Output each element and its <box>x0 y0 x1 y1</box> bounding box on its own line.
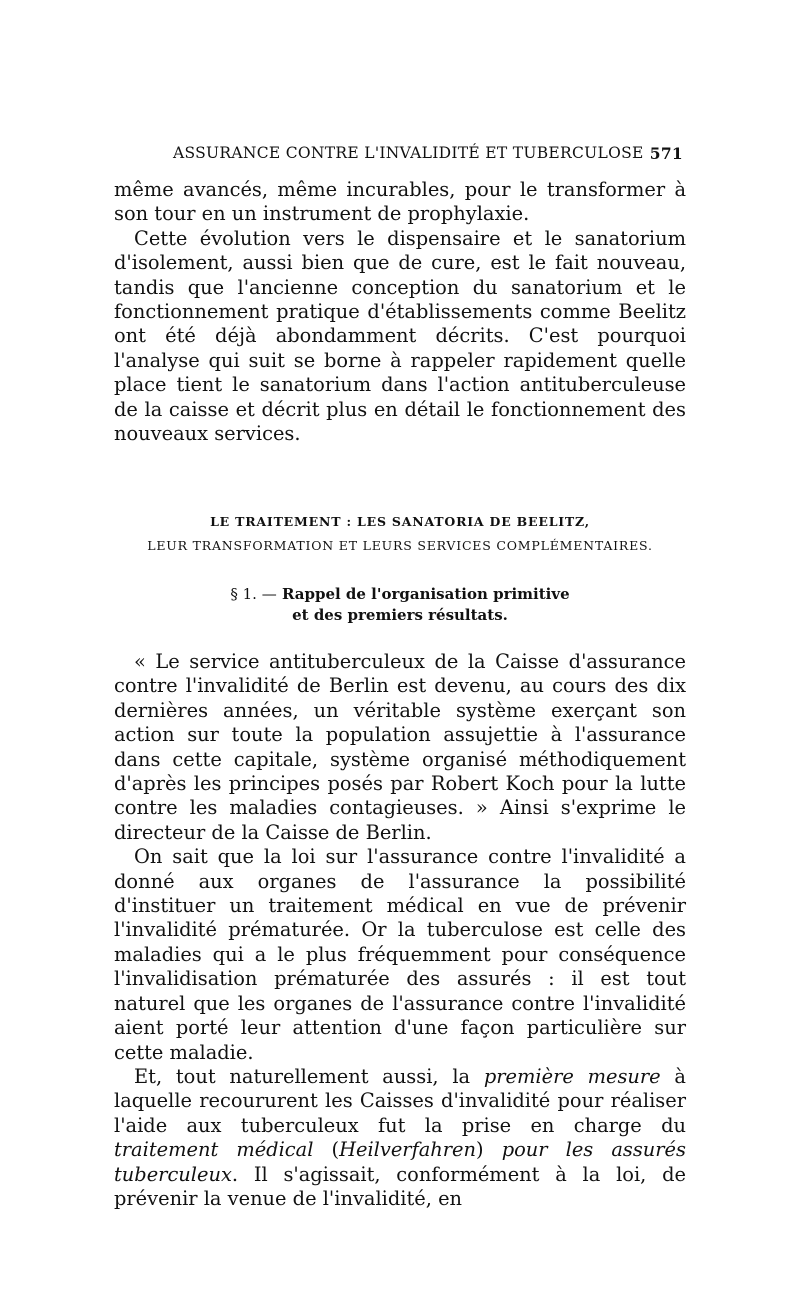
text-run: à laquelle recoururent les Caisses d'invalidité pour réaliser l'aide aux tuberculeux fut la prise en charge du <box>114 1064 686 1137</box>
text-run: Et, tout naturellement aussi, la <box>134 1064 484 1088</box>
page-number: 571 <box>649 144 683 163</box>
section-heading <box>114 510 686 558</box>
subsection-heading <box>114 584 686 626</box>
running-title: ASSURANCE CONTRE L'INVALIDITÉ ET TUBERCULOSE <box>173 144 644 162</box>
main-text-block <box>114 650 686 1211</box>
italic-run: pour les assurés tuberculeux <box>114 1138 686 1186</box>
paragraph-law: On sait que la loi sur l'assurance contre l'invalidité a donné aux organes de l'assurance la possibilité d'instituer un traitement médical en vue de prévenir l'invalidité prématurée. Or la tuberculose est celle des maladies qui a le plus fréquemment pour conséquence l'invalidisation prématurée des assurés : il est tout naturel que les organes de l'assurance contre l'invalidité aient porté leur attention d'une façon particulière sur cette maladie. <box>114 845 686 1064</box>
top-text-block <box>114 178 686 446</box>
section-heading-line1: LE TRAITEMENT : LES SANATORIA DE BEELITZ, <box>210 514 590 529</box>
paragraph-treatment <box>114 1065 686 1211</box>
text-run: ) <box>476 1138 502 1162</box>
italic-run: Heilverfahren <box>339 1138 477 1162</box>
italic-run: première mesure <box>483 1064 661 1088</box>
paragraph-evolution: Cette évolution vers le dispensaire et le sanatorium d'isolement, aussi bien que de cure, est le fait nouveau, tandis que l'ancienne conception du sanatorium et le fonctionnement pratique d'établissements comme Beelitz ont été déjà abondamment décrits. C'est pourquoi l'analyse qui suit se borne à rappeler rapidement quelle place tient le sanatorium dans l'action antituberculeuse de la caisse et décrit plus en détail le fonctionnement des nouveaux services. <box>114 226 686 446</box>
section-heading-line2: LEUR TRANSFORMATION ET LEURS SERVICES COMPLÉMENTAIRES. <box>147 538 653 553</box>
section-mark: § 1. — <box>230 585 277 603</box>
subheading-line2: et des premiers résultats. <box>292 606 508 624</box>
paragraph-continuation: même avancés, même incurables, pour le transformer à son tour en un instrument de prophylaxie. <box>114 178 686 226</box>
text-run: . Il s'agissait, conformément à la loi, de prévenir la venue de l'invalidité, en <box>114 1162 686 1210</box>
paragraph-quote: « Le service antituberculeux de la Caisse d'assurance contre l'invalidité de Berlin est devenu, au cours des dix dernières années, un véritable système exerçant son action sur toute la population assujettie à l'assurance dans cette capitale, système organisé méthodiquement d'après les principes posés par Robert Koch pour la lutte contre les maladies contagieuses. » Ainsi s'exprime le directeur de la Caisse de Berlin. <box>114 650 686 844</box>
subheading-line1: Rappel de l'organisation primitive <box>281 585 570 603</box>
italic-run: traitement médical <box>114 1138 314 1162</box>
text-run: ( <box>313 1138 340 1162</box>
